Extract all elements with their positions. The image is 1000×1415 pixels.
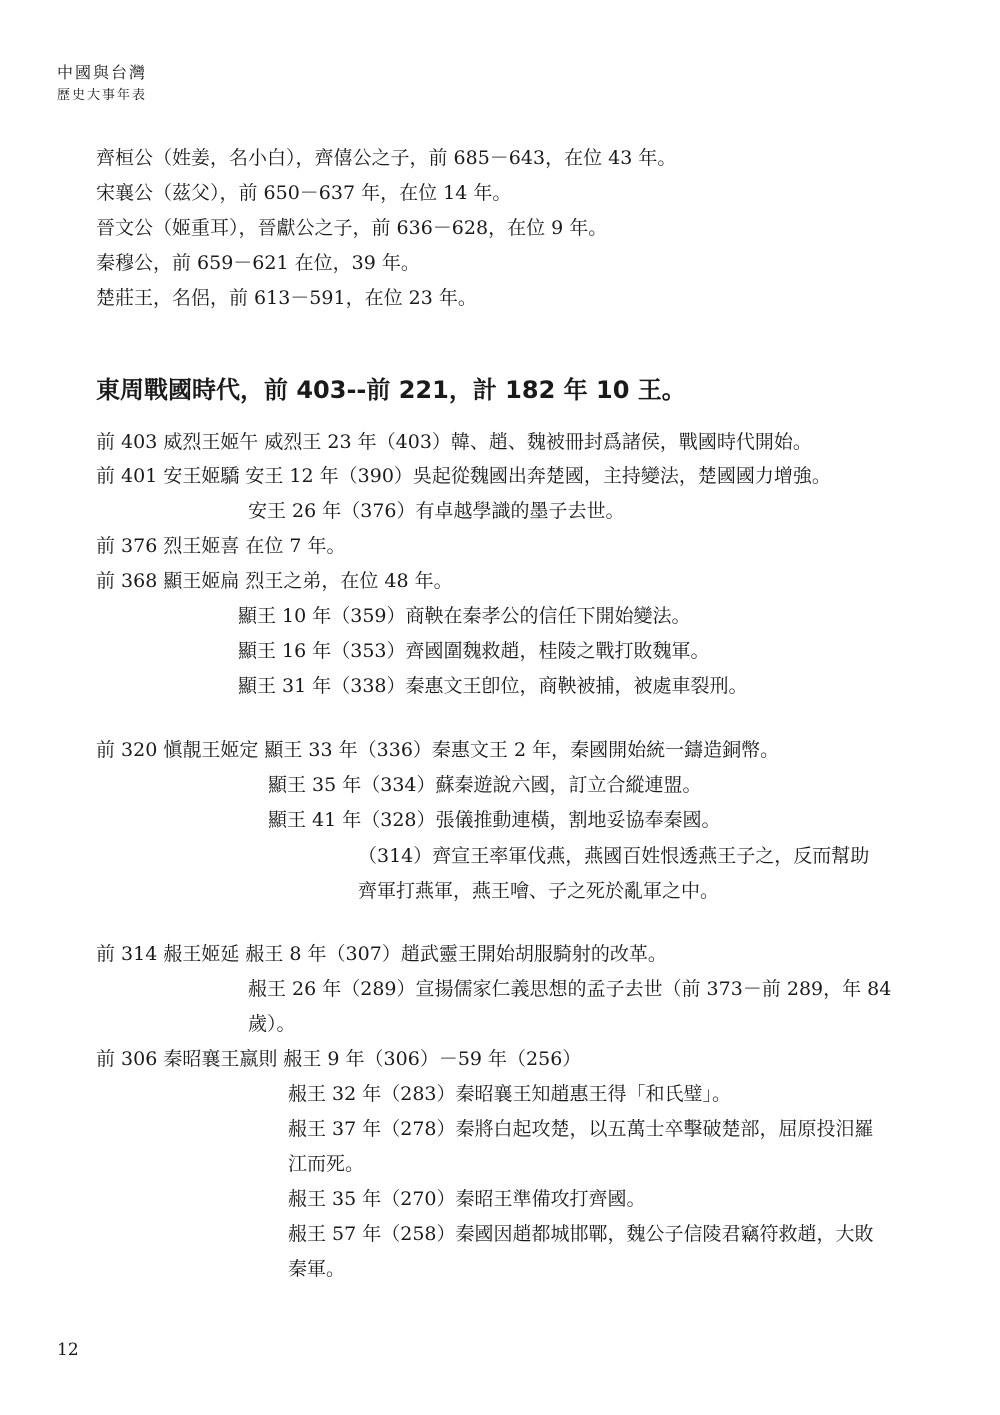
timeline-entry: 齊軍打燕軍，燕王噲、子之死於亂軍之中。 bbox=[358, 880, 720, 902]
timeline-entry: 顯王 10 年（359）商鞅在秦孝公的信任下開始變法。 bbox=[238, 605, 691, 627]
timeline-entry: 赧王 26 年（289）宣揚儒家仁義思想的孟子去世（前 373－前 289，年 84 bbox=[248, 978, 892, 1000]
timeline-entry: 前 306 秦昭襄王嬴則 赧王 9 年（306）－59 年（256） bbox=[96, 1048, 582, 1070]
section-heading: 東周戰國時代，前 403--前 221，計 182 年 10 王。 bbox=[96, 376, 686, 404]
timeline-entry: 前 401 安王姬驕 安王 12 年（390）吳起從魏國出奔楚國，主持變法，楚國國力增強。 bbox=[96, 465, 831, 487]
timeline-entry: 顯王 31 年（338）秦惠文王卽位，商鞅被捕，被處車裂刑。 bbox=[238, 675, 748, 697]
intro-line: 晉文公（姬重耳），晉獻公之子，前 636－628，在位 9 年。 bbox=[96, 217, 608, 239]
timeline-entry: 前 376 烈王姬喜 在位 7 年。 bbox=[96, 535, 346, 557]
timeline-entry: 歲）。 bbox=[248, 1013, 296, 1035]
intro-line: 楚莊王，名侶，前 613－591，在位 23 年。 bbox=[96, 287, 477, 309]
timeline-entry: 赧王 37 年（278）秦將白起攻楚，以五萬士卒擊破楚部，屈原投汨羅 bbox=[288, 1118, 874, 1140]
timeline-entry: （314）齊宣王率軍伐燕，燕國百姓恨透燕王子之，反而幫助 bbox=[358, 845, 870, 867]
timeline-entry: 顯王 16 年（353）齊國圍魏救趙，桂陵之戰打敗魏軍。 bbox=[238, 640, 710, 662]
timeline-entry: 赧王 35 年（270）秦昭王準備攻打齊國。 bbox=[288, 1188, 646, 1210]
timeline-entry: 赧王 32 年（283）秦昭襄王知趙惠王得「和氏璧」。 bbox=[288, 1083, 732, 1105]
intro-line: 齊桓公（姓姜，名小白），齊僖公之子，前 685－643，在位 43 年。 bbox=[96, 147, 677, 169]
timeline-entry: 前 403 威烈王姬午 威烈王 23 年（403）韓、趙、魏被冊封爲諸侯，戰國時代開始。 bbox=[96, 431, 812, 453]
page-number: 12 bbox=[57, 1340, 79, 1360]
timeline-entry: 前 314 赧王姬延 赧王 8 年（307）趙武靈王開始胡服騎射的改革。 bbox=[96, 943, 667, 965]
book-title: 中國與台灣 bbox=[57, 63, 148, 82]
timeline-entry: 秦軍。 bbox=[288, 1258, 346, 1280]
intro-line: 宋襄公（茲父），前 650－637 年，在位 14 年。 bbox=[96, 182, 512, 204]
timeline-entry: 顯王 35 年（334）蘇秦遊說六國，訂立合縱連盟。 bbox=[268, 774, 702, 796]
timeline-entry: 赧王 57 年（258）秦國因趙都城邯鄲，魏公子信陵君竊符救趙，大敗 bbox=[288, 1223, 874, 1245]
intro-line: 秦穆公，前 659－621 在位，39 年。 bbox=[96, 252, 420, 274]
book-subtitle: 歷史大事年表 bbox=[57, 88, 148, 103]
timeline-entry: 顯王 41 年（328）張儀推動連橫，割地妥協奉秦國。 bbox=[268, 809, 721, 831]
timeline-entry: 江而死。 bbox=[288, 1153, 365, 1175]
timeline-entry: 前 320 愼靚王姬定 顯王 33 年（336）秦惠文王 2 年，秦國開始統一鑄造銅幣。 bbox=[96, 739, 780, 761]
timeline-entry: 前 368 顯王姬扁 烈王之弟，在位 48 年。 bbox=[96, 570, 453, 592]
timeline-entry: 安王 26 年（376）有卓越學識的墨子去世。 bbox=[248, 500, 625, 522]
